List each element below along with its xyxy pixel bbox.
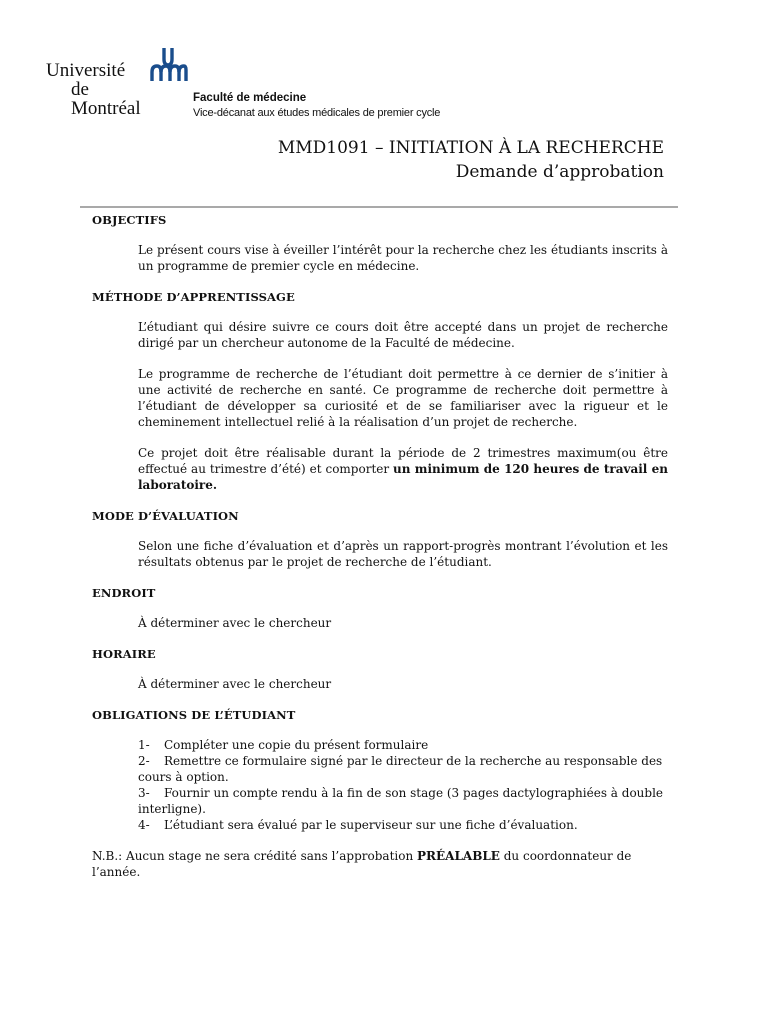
section-heading-horaire: HORAIRE <box>92 647 156 661</box>
nb-note-prefix: N.B.: Aucun stage ne sera crédité sans l’approbation <box>92 849 417 863</box>
section-heading-objectifs: OBJECTIFS <box>92 213 167 227</box>
evaluation-paragraph: Selon une fiche d’évaluation et d’après un rapport-progrès montrant l’évolution et les résultats obtenus par le projet de recherche de l’étudiant. <box>138 539 668 569</box>
nb-note-bold: PRÉALABLE <box>417 849 500 863</box>
faculty-name: Faculté de médecine <box>193 92 307 104</box>
list-item-number: 3- <box>138 786 150 800</box>
section-heading-obligations: OBLIGATIONS DE L’ÉTUDIANT <box>92 708 296 722</box>
section-heading-evaluation: MODE D’ÉVALUATION <box>92 509 239 523</box>
list-item <box>138 817 668 833</box>
list-item-text: Remettre ce formulaire signé par le directeur de la recherche au responsable des cours à option. <box>138 754 663 784</box>
methode-paragraph-2: Le programme de recherche de l’étudiant doit permettre à ce dernier de s’initier à une activité de recherche en santé. Ce programme de recherche doit permettre à l’étudiant de développer sa curiosité et de se familiariser avec la rigueur et le cheminement intellectuel relié à la réalisation d’un projet de recherche. <box>138 367 668 429</box>
methode-paragraph-3 <box>138 445 668 493</box>
document-titles <box>278 136 664 184</box>
list-item-number: 1- <box>138 738 150 752</box>
document-title: MMD1091 – INITIATION À LA RECHERCHE <box>277 138 664 158</box>
methode-paragraph-3-bold: un minimum de 120 heures de travail en laboratoire. <box>138 462 668 492</box>
list-item <box>138 737 668 753</box>
list-item-text: Compléter une copie du présent formulaire <box>164 738 429 752</box>
faculty-block <box>193 91 440 121</box>
list-item <box>138 785 668 817</box>
section-heading-methode: MÉTHODE D’APPRENTISSAGE <box>92 290 295 304</box>
list-item-number: 4- <box>138 818 150 832</box>
methode-paragraph-3-text: Ce projet doit être réalisable durant la période de 2 trimestres maximum(ou être effectué au trimestre d’été) et comporter <box>138 446 668 476</box>
section-heading-endroit: ENDROIT <box>92 586 156 600</box>
endroit-paragraph: À déterminer avec le chercheur <box>138 616 332 630</box>
header-divider <box>80 206 678 208</box>
objectifs-paragraph: Le présent cours vise à éveiller l’intérêt pour la recherche chez les étudiants inscrits à un programme de premier cycle en médecine. <box>138 243 668 273</box>
horaire-paragraph: À déterminer avec le chercheur <box>138 677 332 691</box>
list-item-text: L’étudiant sera évalué par le superviseur sur une fiche d’évaluation. <box>164 818 578 832</box>
nb-note-suffix: du coordonnateur de l’année. <box>92 849 632 879</box>
document-subtitle: Demande d’approbation <box>455 162 664 182</box>
vice-decanat: Vice-décanat aux études médicales de premier cycle <box>193 107 441 119</box>
list-item <box>138 753 668 785</box>
document-body <box>92 212 668 880</box>
udem-logo-icon <box>148 46 188 82</box>
logo-line-2: de Montréal <box>71 79 141 119</box>
list-item-text: Fournir un compte rendu à la fin de son stage (3 pages dactylographiées à double interligne). <box>138 786 664 816</box>
methode-paragraph-1: L’étudiant qui désire suivre ce cours doit être accepté dans un projet de recherche dirigé par un chercheur autonome de la Faculté de médecine. <box>138 320 668 350</box>
logo-line-1: Université <box>46 60 126 81</box>
list-item-number: 2- <box>138 754 150 768</box>
nb-note <box>92 848 668 880</box>
logo-wordmark <box>46 61 141 118</box>
obligations-list <box>138 737 668 833</box>
